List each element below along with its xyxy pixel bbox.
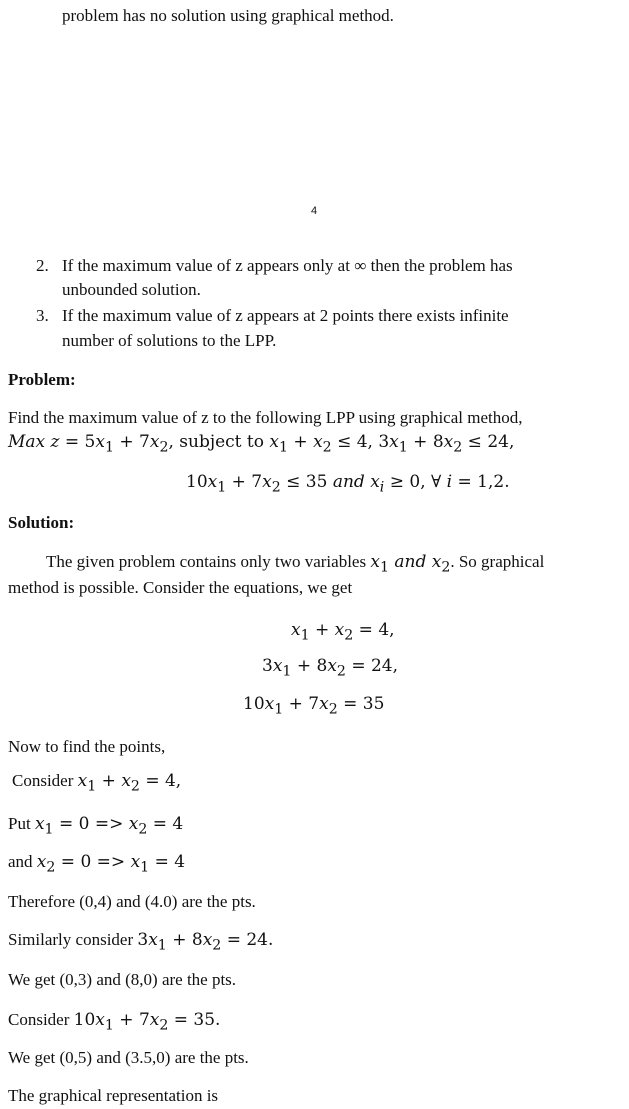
page-number: 4 [311,205,318,217]
put-x1-zero: Put $x_1 = 0 => x_2 = 4$ [8,814,184,838]
rule-2-line2: unbounded solution. [62,280,201,299]
put-word: Put [8,814,31,833]
rule-3-marker: 3. [36,306,49,325]
solution-line2: method is possible. Consider the equations, we get [8,578,353,597]
problem-heading: Problem: [8,370,76,389]
therefore-line: Therefore (0,4) and (4.0) are the pts. [8,892,256,911]
constraint-line-2: $10x_1 + 7x_2 \le 35$ and $x_i \ge 0$, ∀ i = 1,2. [186,472,510,496]
header-line: problem has no solution using graphical method. [62,6,394,25]
graphical-representation: The graphical representation is [8,1086,219,1105]
similarly-word: Similarly consider [8,930,134,949]
consider-word-2: Consider [8,1010,70,1029]
objective-and-constraints: Max $z = 5x_1 + 7x_2$, subject to $x_1 + x_2 \le 4$, $3x_1 + 8x_2 \le 24$, [8,432,515,456]
solution-line1-end: . So graphical [450,552,545,571]
rule-3-line1: If the maximum value of z appears at 2 points there exists infinite [62,306,509,325]
and-word: and [8,852,33,871]
solution-line1-text: The given problem contains only two variables [46,552,367,571]
equation-2: $3x_1 + 8x_2 = 24$, [262,656,399,680]
and-x2-zero: and $x_2 = 0 => x_1 = 4$ [8,852,186,876]
now-find-points: Now to find the points, [8,737,166,756]
similarly-consider: Similarly consider $3x_1 + 8x_2 = 24$. [8,930,274,954]
solution-line1: The given problem contains only two variables $x_1$ and $x_2$. So graphical [46,552,545,576]
equation-1: $x_1 + x_2 = 4$, [291,620,395,644]
consider-eq3: Consider $10x_1 + 7x_2 = 35$. [8,1010,221,1034]
solution-heading: Solution: [8,513,75,532]
we-get-2: We get (0,5) and (3.5,0) are the pts. [8,1048,249,1067]
we-get-1: We get (0,3) and (8,0) are the pts. [8,970,237,989]
rule-2-line1: If the maximum value of z appears only at ∞ then the problem has [62,256,513,275]
rule-3-line2: number of solutions to the LPP. [62,331,277,350]
equation-3: $10x_1 + 7x_2 = 35$ [243,694,385,718]
consider-word: Consider [12,771,74,790]
consider-eq1: Consider $x_1 + x_2 = 4$, [12,771,182,795]
rule-2-marker: 2. [36,256,49,275]
problem-text: Find the maximum value of z to the following LPP using graphical method, [8,408,523,427]
